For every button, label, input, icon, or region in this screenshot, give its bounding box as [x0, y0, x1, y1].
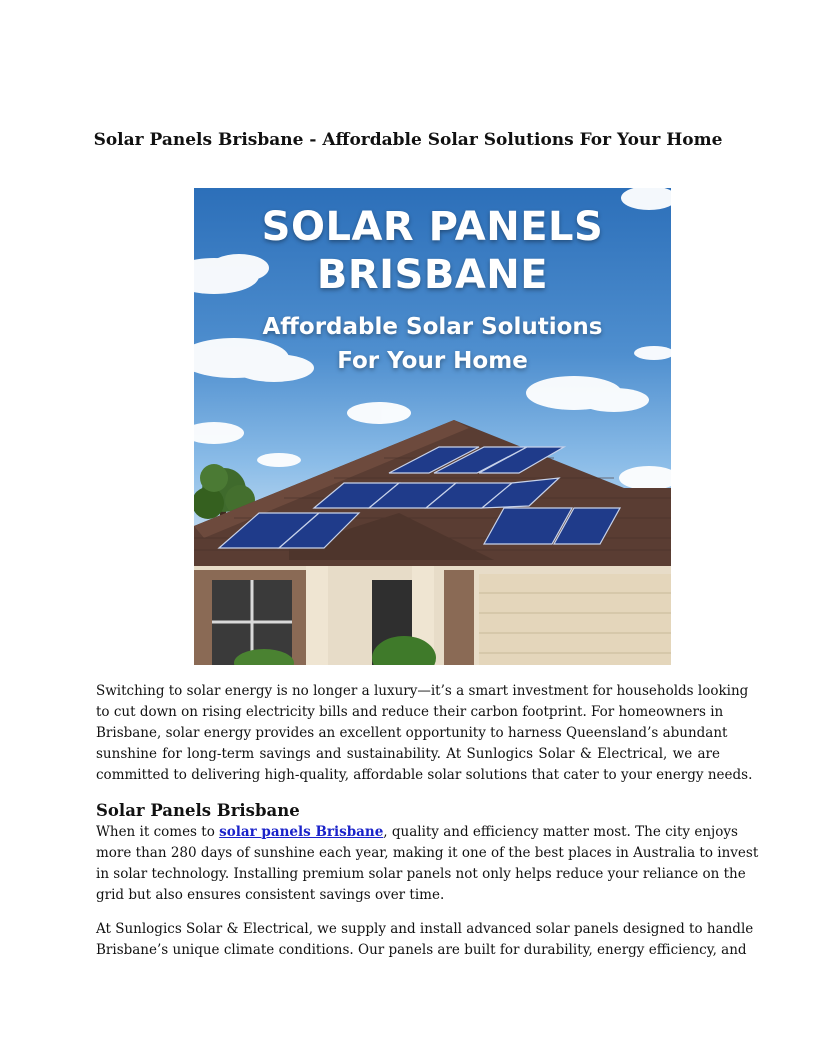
text-segment: , quality and efficiency matter most. The city enjoys — [383, 824, 738, 840]
text-line: in solar technology. Installing premium solar panels not only helps reduce your reliance on the — [96, 866, 746, 882]
section-heading: Solar Panels Brisbane — [96, 801, 300, 820]
hero-heading-line-1: SOLAR PANELS — [261, 204, 604, 250]
text-line: grid but also ensures consistent savings over time. — [96, 887, 445, 903]
text-line: sunshine for long-term savings and sustainability. At Sunlogics Solar & Electrical, we are — [96, 746, 720, 762]
hero-heading-line-2: BRISBANE — [316, 252, 549, 298]
garage-door — [479, 574, 671, 665]
hero-subheading-line-1: Affordable Solar Solutions — [262, 314, 603, 340]
text-line: Brisbane, solar energy provides an excellent opportunity to harness Queensland’s abundant — [96, 725, 728, 741]
hero-image — [194, 188, 671, 665]
text-line: to cut down on rising electricity bills and reduce their carbon footprint. For homeowners in — [96, 704, 724, 720]
hero-subheading-line-2: For Your Home — [337, 348, 528, 374]
solar-panels-brisbane-link[interactable]: solar panels Brisbane — [219, 824, 384, 840]
text-line: Brisbane’s unique climate conditions. Our panels are built for durability, energy efficiency, and — [96, 942, 747, 958]
intro-paragraph — [96, 681, 753, 786]
text-line — [96, 822, 738, 843]
text-line: At Sunlogics Solar & Electrical, we supply and install advanced solar panels designed to handle — [96, 921, 754, 937]
section-paragraph-2 — [96, 919, 754, 961]
section-paragraph-1 — [96, 822, 759, 906]
page-title: Solar Panels Brisbane - Affordable Solar Solutions For Your Home — [93, 130, 723, 150]
text-segment: When it comes to — [96, 824, 220, 840]
text-line: committed to delivering high-quality, affordable solar solutions that cater to your energy needs. — [96, 767, 753, 783]
text-line: more than 280 days of sunshine each year, making it one of the best places in Australia to invest — [96, 845, 759, 861]
text-line: Switching to solar energy is no longer a luxury—it’s a smart investment for households looking — [96, 683, 749, 699]
